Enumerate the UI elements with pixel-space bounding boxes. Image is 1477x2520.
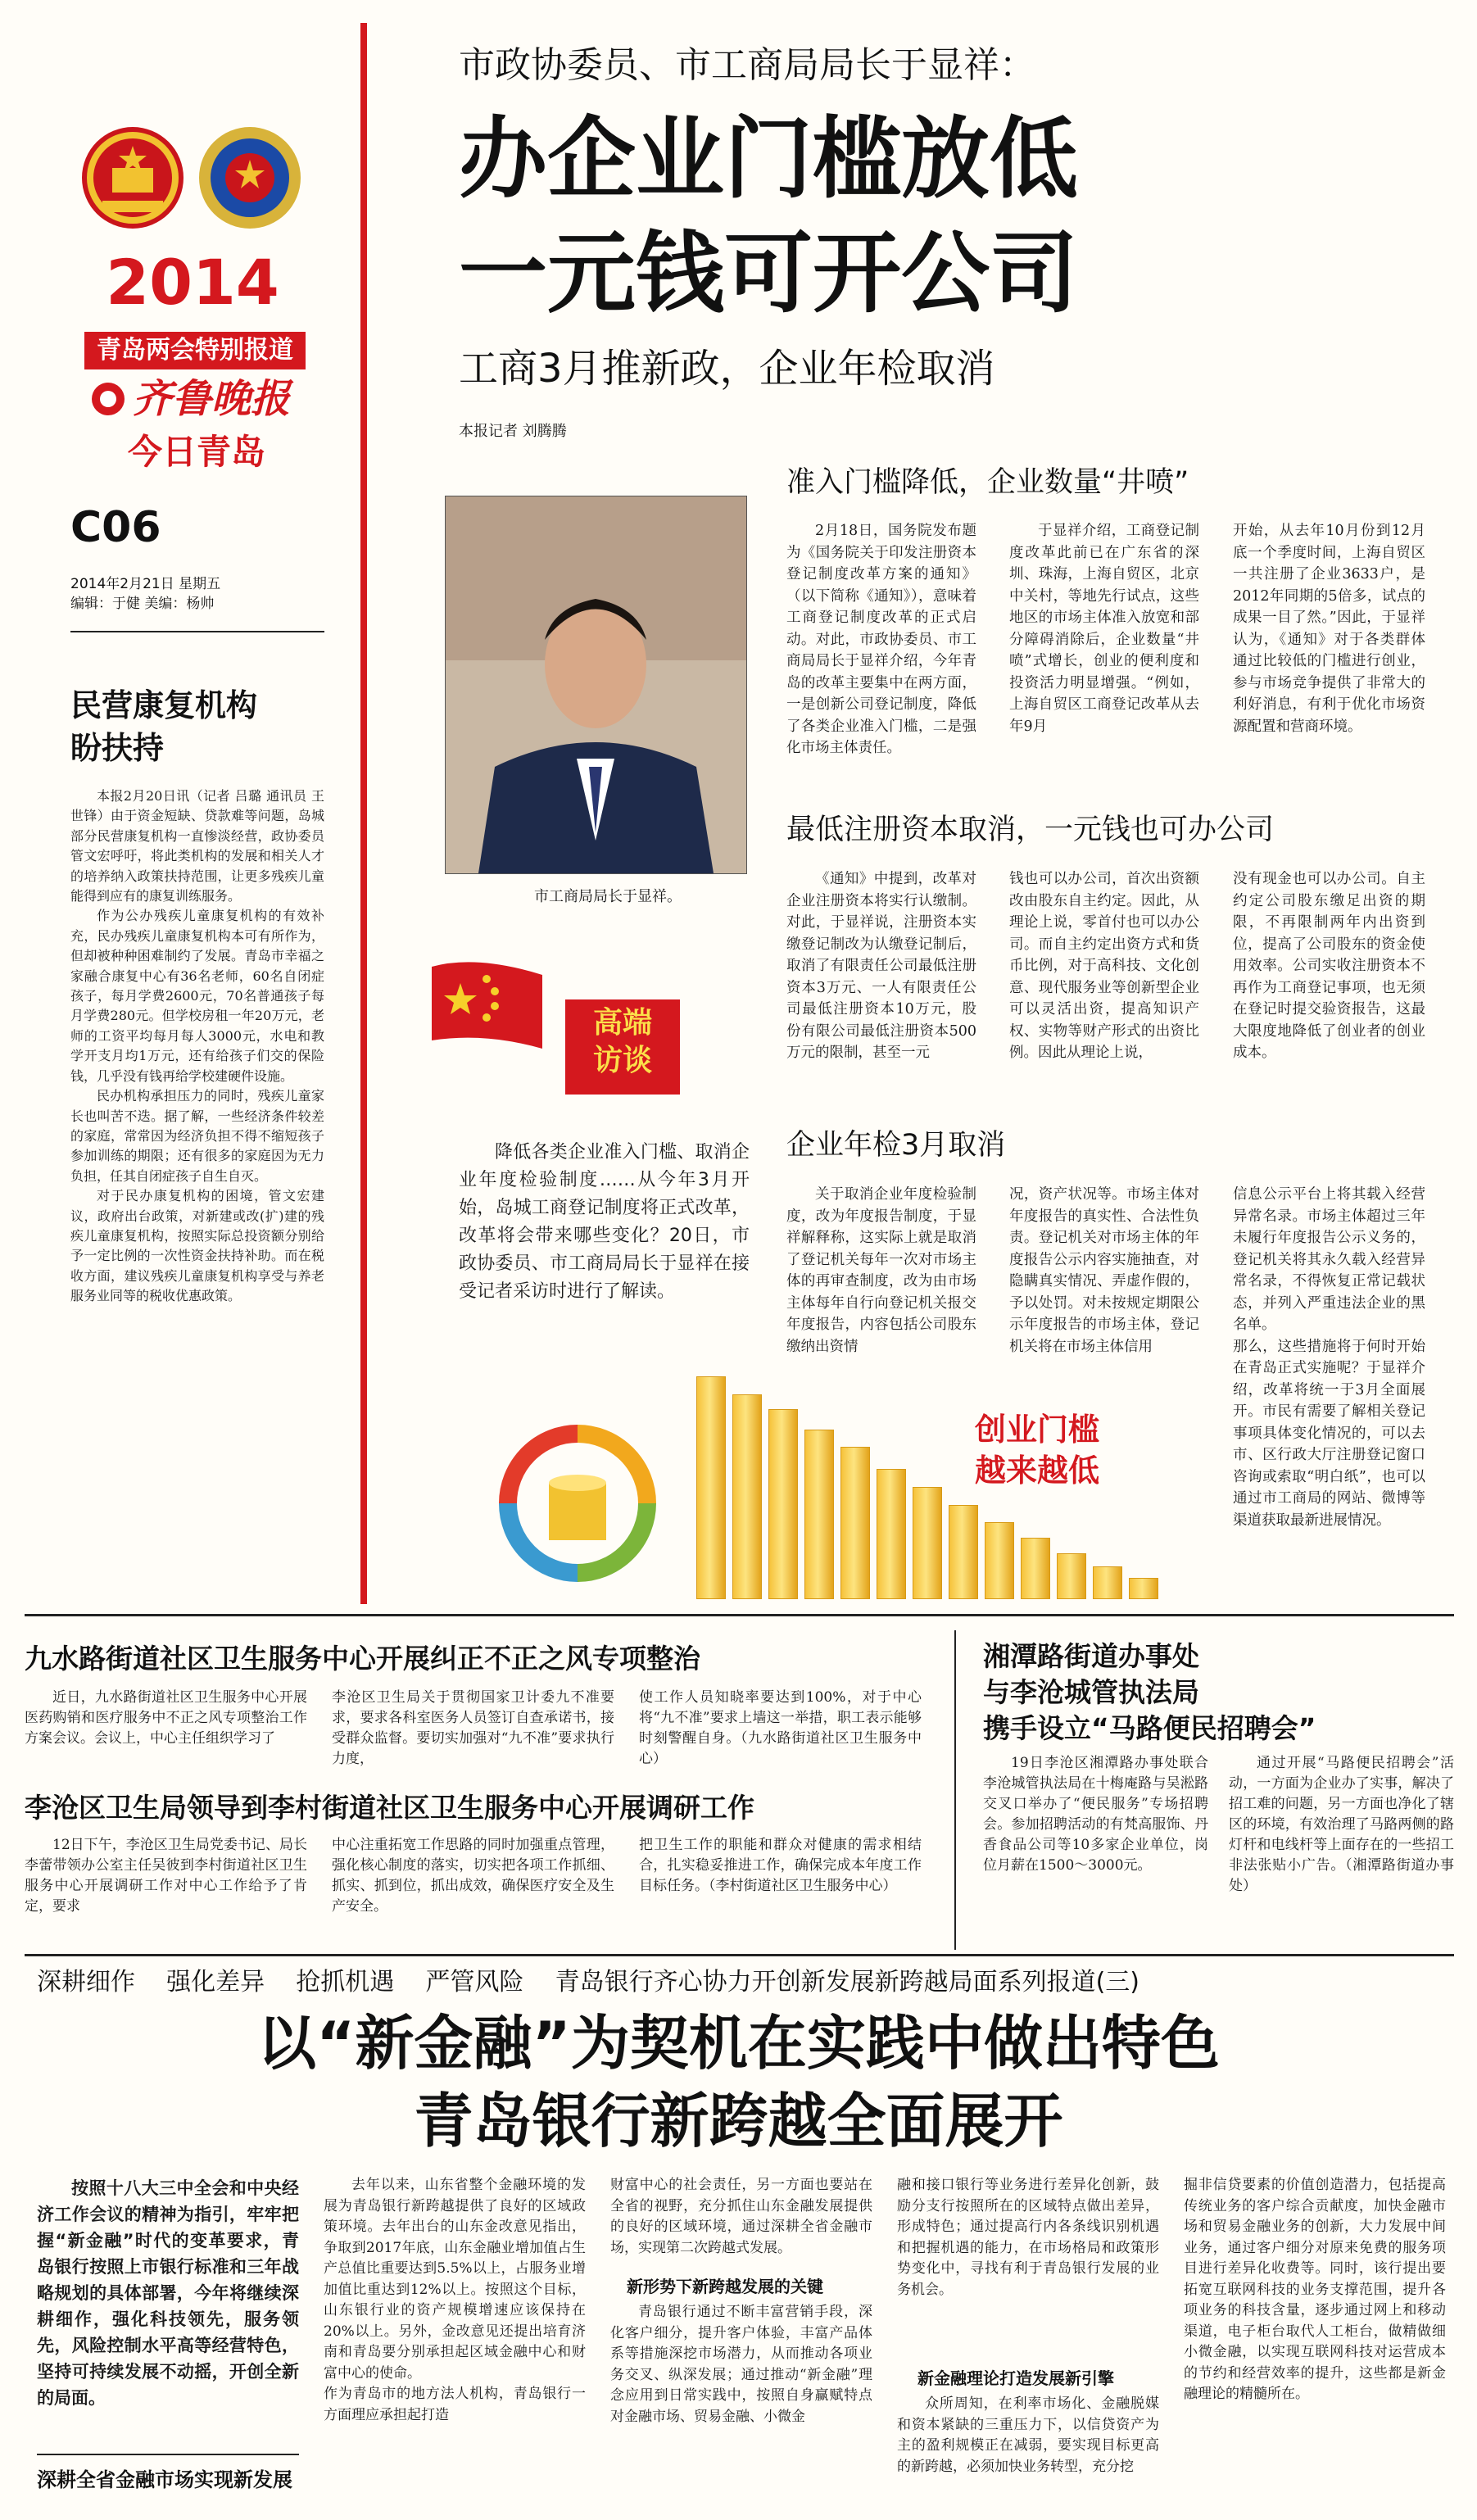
main-headline-1: 办企业门槛放低 bbox=[459, 108, 1079, 211]
bank-intro-rule bbox=[37, 2454, 299, 2455]
official-portrait-photo bbox=[445, 496, 747, 874]
bank-headline-2: 青岛银行新跨越全面展开 bbox=[414, 2087, 1063, 2155]
masthead-year: 2014 bbox=[106, 246, 279, 319]
national-emblem-icon bbox=[78, 123, 188, 233]
side-story-body bbox=[70, 786, 324, 1598]
bank-sub-2: 新金融理论打造发展新引擎 bbox=[917, 2368, 1114, 2388]
paper-logo-icon bbox=[88, 379, 128, 419]
side-story-paragraph: 民办机构承担压力的同时，残疾儿童家长也叫苦不迭。据了解，一些经济条件较差的家庭，常常因为经济负担不得不缩短孩子参加训练的期限；还有很多的家庭因为无力负担，任其自闭症孩子自生自灭。 bbox=[70, 1088, 324, 1184]
section-2-title: 最低注册资本取消，一元钱也可办公司 bbox=[786, 814, 1275, 846]
masthead-divider bbox=[70, 631, 324, 632]
growth-graphic bbox=[483, 1360, 1212, 1598]
main-headline-2: 一元钱可开公司 bbox=[459, 223, 1079, 325]
bank-side-sub: 深耕全省金融市场实现新发展 bbox=[37, 2468, 292, 2491]
briefs-vertical-rule bbox=[954, 1630, 956, 1950]
brief-1-col: 使工作人员知晓率要达到100%，对于中心将“九不准”要求上墙这一举措，职工表示能够时刻警醒自身。（九水路街道社区卫生服务中心） bbox=[639, 1689, 922, 1767]
bank-series-line: 深耕细作 强化差异 抢抓机遇 严管风险 青岛银行齐心协力开创新发展新跨越局面系列报道(三) bbox=[37, 1968, 1139, 1997]
brief-2-title: 李沧区卫生局领导到李村街道社区卫生服务中心开展调研工作 bbox=[25, 1792, 754, 1824]
chart-bar bbox=[732, 1394, 762, 1599]
chart-bar bbox=[985, 1522, 1014, 1599]
chart-bar bbox=[949, 1505, 978, 1599]
brief-2-col: 中心注重拓宽工作思路的同时加强重点管理，强化核心制度的落实，切实把各项工作抓细、抓实、抓到位，抓出成效，确保医疗安全及生产安全。 bbox=[332, 1837, 614, 1915]
graphic-label: 创业门槛 越来越低 bbox=[975, 1412, 1100, 1489]
section-name: 今日青岛 bbox=[127, 432, 265, 472]
cppcc-emblem-icon bbox=[195, 123, 306, 233]
section-2-col-1: 《通知》中提到，改革对企业注册资本将实行认缴制。对此，于显祥说，注册资本实缴登记制改为认缴登记制后，取消了有限责任公司最低注册资本3万元、一人有限责任公司最低注册资本10万元，股份有限公司最低注册资本500万元的限制，甚至一元 bbox=[786, 871, 976, 1061]
briefs-top-rule bbox=[25, 1614, 1454, 1616]
section-1-col-3: 开始，从去年10月份到12月底一个季度时间，上海自贸区一共注册了企业3633户，是2012年同期的5倍多，试点的成果一目了然。”因此，于显祥认为，《通知》对于各类群体通过比较低的门槛进行创业，参与市场竞争提供了非常大的利好消息，有利于优化市场资源配置和营商环境。 bbox=[1233, 523, 1425, 735]
brief-3-col: 19日李沧区湘潭路办事处联合李沧城管执法局在十梅庵路与吴淞路交叉口举办了“便民服务”专场招聘会。参加招聘活动的有梵高服饰、丹香食品公司等10多家企业单位，岗位月薪在1500～3000元。 bbox=[983, 1755, 1208, 1874]
date-line: 2014年2月21日 星期五 bbox=[70, 576, 221, 592]
bank-sub-1-text: 青岛银行通过不断丰富营销手段，深化客户细分，提升客户体验，丰富产品体系等措施深挖市场潜力，从而推动各项业务交叉、纵深发展；通过推动“新金融”理念应用到日常实践中，按照自身赢赋特点对金融市场、贸易金融、小微金 bbox=[610, 2304, 872, 2425]
main-kicker: 市政协委员、市工商局局长于显祥： bbox=[459, 44, 1035, 86]
section-1-col-1: 2月18日，国务院发布题为《国务院关于印发注册资本登记制度改革方案的通知》（以下简称《通知》），意味着工商登记制度改革的正式启动。对此，市政协委员、市工商局局长于显祥介绍，今年青岛的改革主要集中在两方面，一是创新公司登记制度，降低了各类企业准入门槛，二是强化市场主体责任。 bbox=[786, 523, 976, 756]
brief-1-col: 李沧区卫生局关于贯彻国家卫计委九不准要求，要求各科室医务人员签订自查承诺书，接受群众监督。要切实加强对“九不准”要求执行力度， bbox=[332, 1689, 614, 1767]
section-1-title: 准入门槛降低，企业数量“井喷” bbox=[786, 466, 1189, 499]
brief-1-title: 九水路街道社区卫生服务中心开展纠正不正之风专项整治 bbox=[25, 1643, 700, 1675]
chart-bar bbox=[1057, 1553, 1086, 1599]
bank-sub-1: 新形势下新跨越发展的关键 bbox=[627, 2277, 823, 2296]
brief-3-title: 湘潭路街道办事处 与李沧城管执法局 携手设立“马路便民招聘会” bbox=[983, 1640, 1316, 1744]
brief-2-col: 12日下午，李沧区卫生局党委书记、局长李蕾带领办公室主任吴彼到李村街道社区卫生服务中心开展调研工作对中心工作给予了肯定，要求 bbox=[25, 1837, 307, 1915]
bank-col-3: 融和接口银行等业务进行差异化创新，鼓励分支行按照所在的区域特点做出差异，形成特色；通过提高行内各条线识别机遇和把握机遇的能力，在市场格局和政策形势变化中，寻找有利于青岛银行发展的业务机会。 bbox=[897, 2177, 1159, 2298]
brief-2-col: 把卫生工作的职能和群众对健康的需求相结合，扎实稳妥推进工作，确保完成本年度工作目标任务。（李村街道社区卫生服务中心） bbox=[639, 1837, 922, 1894]
bank-intro: 按照十八大三中全会和中央经济工作会议的精神为指引，牢牢把握“新金融”时代的变革要求，青岛银行按照上市银行标准和三年战略规划的具体部署，今年将继续深耕细作，强化科技领先，服务领先，风险控制水平高等经营特色，坚持可持续发展不动摇，开创全新的局面。 bbox=[37, 2178, 299, 2408]
chart-bar bbox=[913, 1487, 942, 1599]
side-story-paragraph: 本报2月20日讯（记者 吕璐 通讯员 王世锋）由于资金短缺、贷款难等问题，岛城部分民营康复机构一直惨淡经营，政协委员管文宏呼吁，将此类机构的发展和相关人才的培养纳入政策扶持范围，让更多残疾儿童能得到应有的康复训练服务。 bbox=[70, 788, 324, 904]
section-3-col-1: 关于取消企业年度检验制度，改为年度报告制度，于显祥解释称，这实际上就是取消了登记机关每年一次对市场主体的再审查制度，改为由市场主体每年自行向登记机关报交年度报告，内容包括公司股东缴纳出资情 bbox=[786, 1186, 976, 1355]
section-3-col-3: 信息公示平台上将其载入经营异常名录。市场主体超过三年未履行年度报告公示义务的，登记机关将其永久载入经营异常名录，不得恢复正常记载状态，并列入严重违法企业的黑名单。 那么，这些措施将于何时开始在青岛正式实施呢？于显祥介绍，改革将统一于3月全面展开。市民有需要了解相关登记事项具体变化情况的，可以去市、区行政大厅注册登记窗口咨询或索取“明白纸”，也可以通过市工商局的网站、微博等渠道获取最新进展情况。 bbox=[1233, 1186, 1425, 1529]
bank-col-4: 掘非信贷要素的价值创造潜力，包括提高传统业务的客户综合贡献度，加快金融市场和贸易金融业务的创新，大力发展中间业务，通过客户细分对原来免费的服务项目进行差异化收费等。同时，该行提出要拓宽互联网科技的业务支撑范围，提升各项业务的科技含量，逐步通过网上和移动渠道，电子柜台取代人工柜台，做精做细小微金融，以实现互联网科技对运营成本的节约和经营效率的提升，这些都是新金融理论的精髓所在。 bbox=[1184, 2177, 1446, 2402]
chart-bar bbox=[840, 1447, 870, 1599]
section-2-col-3: 没有现金也可以办公司。自主约定公司股东缴足出资的期限，不再限制两年内出资到位，提高了公司股东的资金使用效率。公司实收注册资本不再作为工商登记事项，也无须在登记时提交验资报告，这最大限度地降低了创业者的创业成本。 bbox=[1233, 871, 1425, 1061]
section-1-col-2: 于显祥介绍，工商登记制度改革此前已在广东省的深圳、珠海，上海自贸区，北京中关村，等地先行试点，这些地区的市场主体准入放宽和部分障碍消除后，企业数量“井喷”式增长，创业的便利度和投资活力明显增强。“例如，上海自贸区工商登记改革从去年9月 bbox=[1009, 523, 1199, 735]
section-2-col-2: 钱也可以办公司，首次出资额改由股东自主约定。因此，从理论上说，零首付也可以办公司。而自主约定出资方式和货币比例，对于高科技、文化创意、现代服务业等创新型企业可以灵活出资，提高知识产权、实物等财产形式的出资比例。因此从理论上说， bbox=[1009, 871, 1199, 1061]
bank-headline-1: 以“新金融”为契机在实践中做出特色 bbox=[257, 2009, 1220, 2078]
side-story-paragraph: 对于民办康复机构的困境，管文宏建议，政府出台政策，对新建或改(扩)建的残疾儿童康复机构，按照实际总投资额分别给予一定比例的一次性资金扶持补助。而在税收方面，建议残疾儿童康复机构享受与养老服务业同等的税收优惠政策。 bbox=[70, 1188, 324, 1304]
china-flag-icon bbox=[428, 959, 550, 1057]
chart-bar bbox=[768, 1409, 798, 1599]
chart-bar bbox=[1129, 1578, 1158, 1599]
chart-bar bbox=[877, 1469, 906, 1599]
bank-sub-2-text: 众所周知，在利率市场化、金融脱媒和资本紧缺的三重压力下，以信贷资产为主的盈利规模正在减弱，要实现目标更高的新跨越，必须加快业务转型，充分挖 bbox=[897, 2395, 1159, 2475]
bank-top-rule bbox=[25, 1954, 1454, 1956]
page-code: C06 bbox=[70, 503, 161, 552]
main-intro: 降低各类企业准入门槛、取消企业年度检验制度……从今年3月开始，岛城工商登记制度将正式改革，改革将会带来哪些变化？20日，市政协委员、市工商局局长于显祥在接受记者采访时进行了解读。 bbox=[459, 1142, 750, 1302]
photo-caption: 市工商局局长于显祥。 bbox=[534, 888, 682, 905]
interview-tag: 高端 访谈 bbox=[565, 999, 680, 1095]
section-3-title: 企业年检3月取消 bbox=[786, 1129, 1006, 1162]
brief-3-col: 通过开展“马路便民招聘会”活动，一方面为企业办了实事，解决了招工难的问题，另一方面也净化了辖区的环境，有效治理了马路两侧的路灯杆和电线杆等上面存在的一些招工非法张贴小广告。（湘潭路街道办事处） bbox=[1229, 1755, 1454, 1894]
side-story-headline: 民营康复机构 盼扶持 bbox=[70, 687, 258, 766]
side-story-paragraph: 作为公办残疾儿童康复机构的有效补充，民办残疾儿童康复机构本可有所作为，但却被种种困难制约了发展。青岛市幸福之家融合康复中心有36名老师，60名自闭症孩子，每月学费2600元，70名普通孩子每月学费280元。但学校房租一年20万元，老师的工资平均每月每人3000元，水电和教学开支月均1万元，还有给孩子们交的保险钱，几乎没有钱再给学校建硬件设施。 bbox=[70, 908, 324, 1084]
brief-1-col: 近日，九水路街道社区卫生服务中心开展医药购销和医疗服务中不正之风专项整治工作方案会议。会议上，中心主任组织学习了 bbox=[25, 1689, 307, 1747]
chart-bar bbox=[1021, 1538, 1050, 1599]
section-3-col-2: 况，资产状况等。市场主体对年度报告的真实性、合法性负责。登记机关对市场主体的年度报告公示内容实施抽查，对隐瞒真实情况、弄虚作假的，予以处罚。对未按规定期限公示年度报告的市场主体，登记机关将在市场主体信用 bbox=[1009, 1186, 1199, 1355]
chart-bar bbox=[804, 1430, 834, 1599]
chart-bar bbox=[1093, 1566, 1122, 1599]
main-subhead: 工商3月推新政，企业年检取消 bbox=[459, 346, 995, 392]
bank-col-1: 去年以来，山东省整个金融环境的发展为青岛银行新跨越提供了良好的区域政策环境。去年出台的山东金改意见指出，争取到2017年底，山东金融业增加值占生产总值比重要达到5.5%以上，占服务业增加值比重达到12%以上。按照这个目标，山东银行业的资产规模增速应该保持在20%以上。另外，金改意见还提出培育济南和青岛要分别承担起区域金融中心和财富中心的使命。 作为青岛市的地方法人机构，青岛银行一方面理应承担起打造 bbox=[324, 2177, 586, 2423]
paper-name: 齐鲁晚报 bbox=[133, 376, 291, 422]
bank-col-2: 财富中心的社会责任，另一方面也要站在全省的视野，充分抓住山东金融发展提供的良好的区域环境，通过深耕全省金融市场，实现第二次跨越式发展。 bbox=[610, 2177, 872, 2256]
masthead bbox=[0, 0, 352, 1606]
chart-bar bbox=[696, 1376, 726, 1599]
left-red-rule bbox=[360, 23, 367, 1604]
editors-line: 编辑：于健 美编：杨帅 bbox=[70, 596, 215, 612]
special-report-banner: 青岛两会特别报道 bbox=[84, 332, 306, 369]
byline: 本报记者 刘腾腾 bbox=[459, 423, 567, 440]
coin-circle-icon bbox=[483, 1409, 672, 1598]
bar-chart bbox=[696, 1360, 1204, 1598]
